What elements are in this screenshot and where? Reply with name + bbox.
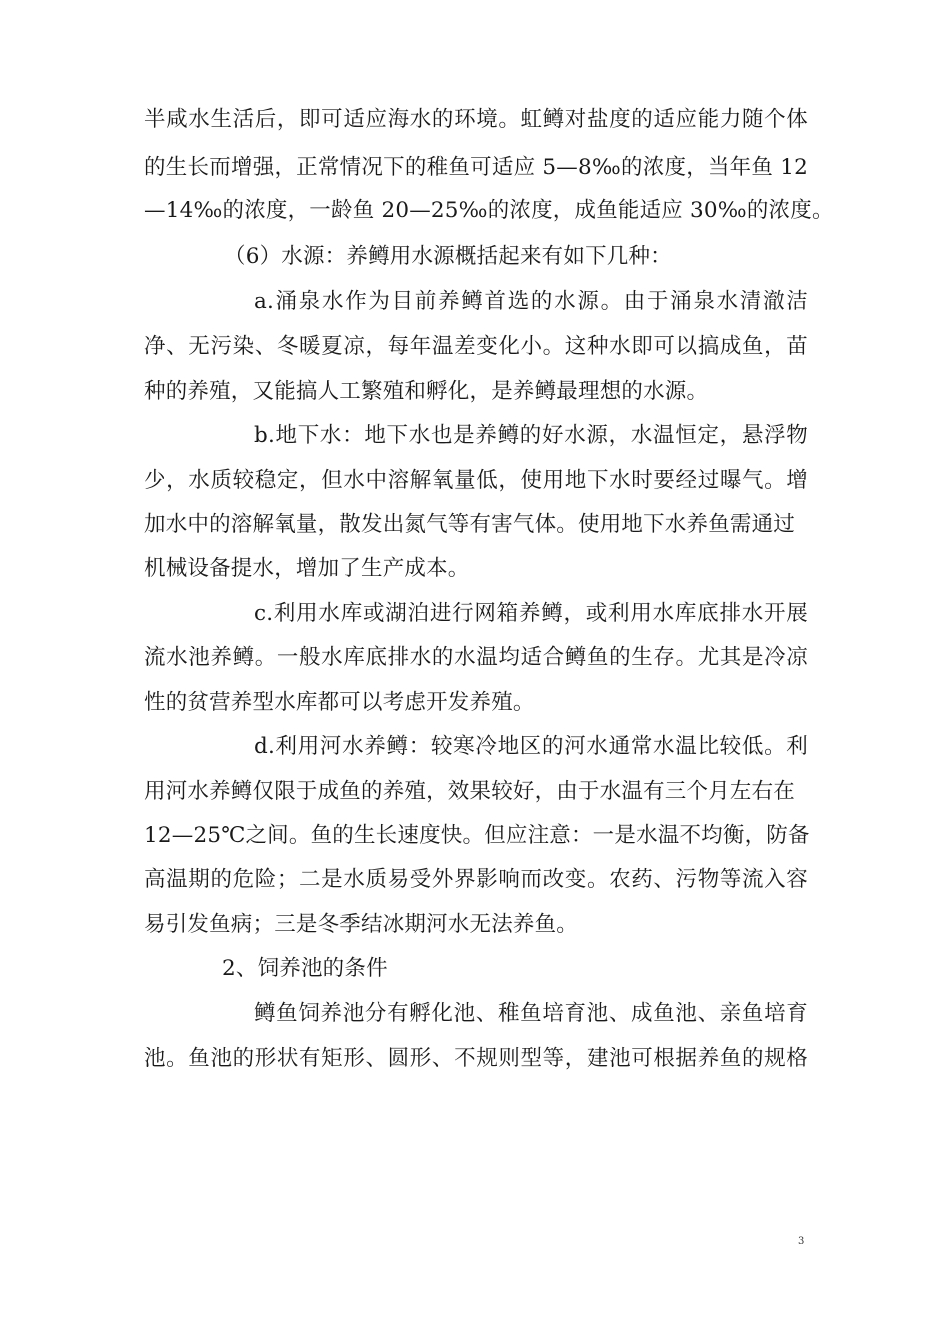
text-line: 少，水质较稳定，但水中溶解氧量低，使用地下水时要经过曝气。增 xyxy=(144,468,808,493)
text-line: 机械设备提水，增加了生产成本。 xyxy=(144,556,470,581)
text-line: 加水中的溶解氧量，散发出氮气等有害气体。使用地下水养鱼需通过 xyxy=(144,512,796,537)
text-line: a.涌泉水作为目前养鳟首选的水源。由于涌泉水清澈洁 xyxy=(254,289,808,314)
text-line: 高温期的危险；二是水质易受外界影响而改变。农药、污物等流入容 xyxy=(144,867,808,892)
text-line: c.利用水库或湖泊进行网箱养鳟，或利用水库底排水开展 xyxy=(254,601,808,626)
text-line: （6）水源：养鳟用水源概括起来有如下几种： xyxy=(224,244,672,269)
text-line: —14‰的浓度，一龄鱼 20—25‰的浓度，成鱼能适应 30‰的浓度。 xyxy=(144,198,834,223)
page-number: 3 xyxy=(798,1236,805,1247)
text-line: 半咸水生活后，即可适应海水的环境。虹鳟对盐度的适应能力随个体 xyxy=(144,107,808,132)
text-line: 流水池养鳟。一般水库底排水的水温均适合鳟鱼的生存。尤其是冷凉 xyxy=(144,645,808,670)
section-heading: 2、饲养池的条件 xyxy=(222,956,388,981)
text-line: 池。鱼池的形状有矩形、圆形、不规则型等，建池可根据养鱼的规格 xyxy=(144,1046,808,1071)
text-line: 种的养殖，又能搞人工繁殖和孵化，是养鳟最理想的水源。 xyxy=(144,379,709,404)
text-line: 性的贫营养型水库都可以考虑开发养殖。 xyxy=(144,690,535,715)
text-line: 12—25℃之间。鱼的生长速度快。但应注意：一是水温不均衡，防备 xyxy=(144,823,810,848)
text-line: 净、无污染、冬暖夏凉，每年温差变化小。这种水即可以搞成鱼，苗 xyxy=(144,334,808,359)
text-line: b.地下水：地下水也是养鳟的好水源，水温恒定，悬浮物 xyxy=(254,423,808,448)
text-line: d.利用河水养鳟：较寒冷地区的河水通常水温比较低。利 xyxy=(254,734,808,759)
text-line: 的生长而增强，正常情况下的稚鱼可适应 5—8‰的浓度，当年鱼 12 xyxy=(144,155,808,180)
text-line: 用河水养鳟仅限于成鱼的养殖，效果较好，由于水温有三个月左右在 xyxy=(144,779,796,804)
text-line: 易引发鱼病；三是冬季结冰期河水无法养鱼。 xyxy=(144,912,579,937)
text-line: 鳟鱼饲养池分有孵化池、稚鱼培育池、成鱼池、亲鱼培育 xyxy=(254,1001,808,1026)
